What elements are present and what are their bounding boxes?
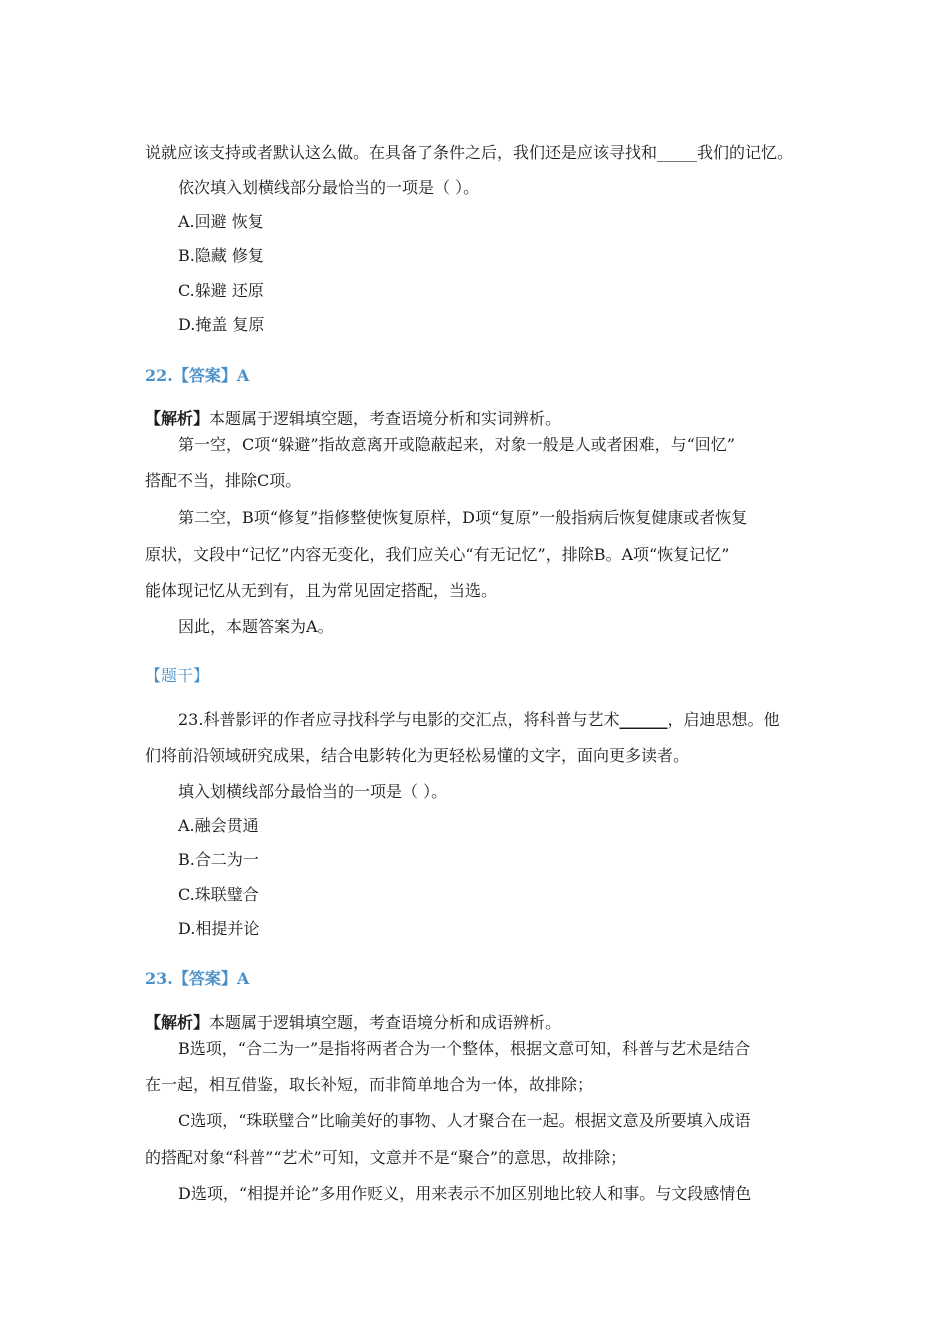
q23-option-d: D.相提并论: [178, 919, 260, 938]
answer-22-line: 原状，文段中“记忆”内容无变化，我们应关心“有无记忆”，排除B。A项“恢复记忆”: [145, 545, 730, 564]
answer-22-line: 因此，本题答案为A。: [178, 617, 334, 636]
answer-22-line: 第二空，B项“修复”指修整使恢复原样，D项“复原”一般指病后恢复健康或者恢复: [178, 508, 748, 527]
q21-prompt: 依次填入划横线部分最恰当的一项是（ ）。: [178, 178, 480, 197]
answer-22-line: 能体现记忆从无到有，且为常见固定搭配，当选。: [145, 581, 498, 600]
q23-line-2: 们将前沿领域研究成果，结合电影转化为更轻松易懂的文字，面向更多读者。: [145, 746, 690, 765]
analysis-intro: 本题属于逻辑填空题，考查语境分析和成语辨析。: [209, 1013, 562, 1032]
q21-option-b: B.隐藏 修复: [178, 246, 264, 265]
q21-text-tail: 说就应该支持或者默认这么做。在具备了条件之后，我们还是应该寻找和_____我们的记忆。: [145, 143, 794, 162]
answer-23-line: C选项，“珠联璧合”比喻美好的事物、人才聚合在一起。根据文意及所要填入成语: [178, 1111, 751, 1130]
q23-text-pre: 23.科普影评的作者应寻找科学与电影的交汇点，将科普与艺术: [178, 710, 620, 729]
answer-22-line: 搭配不当，排除C项。: [145, 471, 302, 490]
answer-23-heading: 23.【答案】A: [145, 969, 250, 988]
answer-22-line: 第一空，C项“躲避”指故意离开或隐蔽起来，对象一般是人或者困难，与“回忆”: [178, 435, 735, 454]
q23-blank: ______: [619, 710, 668, 729]
q23-prompt: 填入划横线部分最恰当的一项是（ ）。: [178, 782, 448, 801]
answer-23-analysis: [145, 1013, 561, 1033]
answer-23-line: 的搭配对象“科普”“艺术”可知，文意并不是“聚合”的意思，故排除；: [145, 1148, 627, 1167]
q21-option-a: A.回避 恢复: [178, 212, 264, 231]
q23-option-c: C.珠联璧合: [178, 885, 259, 904]
q21-option-c: C.躲避 还原: [178, 281, 264, 300]
analysis-tag: 【解析】: [145, 409, 210, 428]
q23-line-1: [178, 710, 779, 730]
q21-option-d: D.掩盖 复原: [178, 315, 265, 334]
stem-label: 【题干】: [145, 666, 210, 685]
q23-option-a: A.融会贯通: [178, 816, 259, 835]
q23-option-b: B.合二为一: [178, 850, 259, 869]
answer-22-heading: 22.【答案】A: [145, 366, 250, 385]
q23-text-post: ，启迪思想。他: [667, 710, 780, 729]
answer-22-analysis: [145, 409, 561, 429]
analysis-intro: 本题属于逻辑填空题，考查语境分析和实词辨析。: [209, 409, 562, 428]
answer-23-line: B选项，“合二为一”是指将两者合为一个整体，根据文意可知，科普与艺术是结合: [178, 1039, 751, 1058]
answer-23-line: 在一起，相互借鉴，取长补短，而非简单地合为一体，故排除；: [145, 1075, 594, 1094]
analysis-tag: 【解析】: [145, 1013, 210, 1032]
answer-23-line: D选项，“相提并论”多用作贬义，用来表示不加区别地比较人和事。与文段感情色: [178, 1184, 752, 1203]
